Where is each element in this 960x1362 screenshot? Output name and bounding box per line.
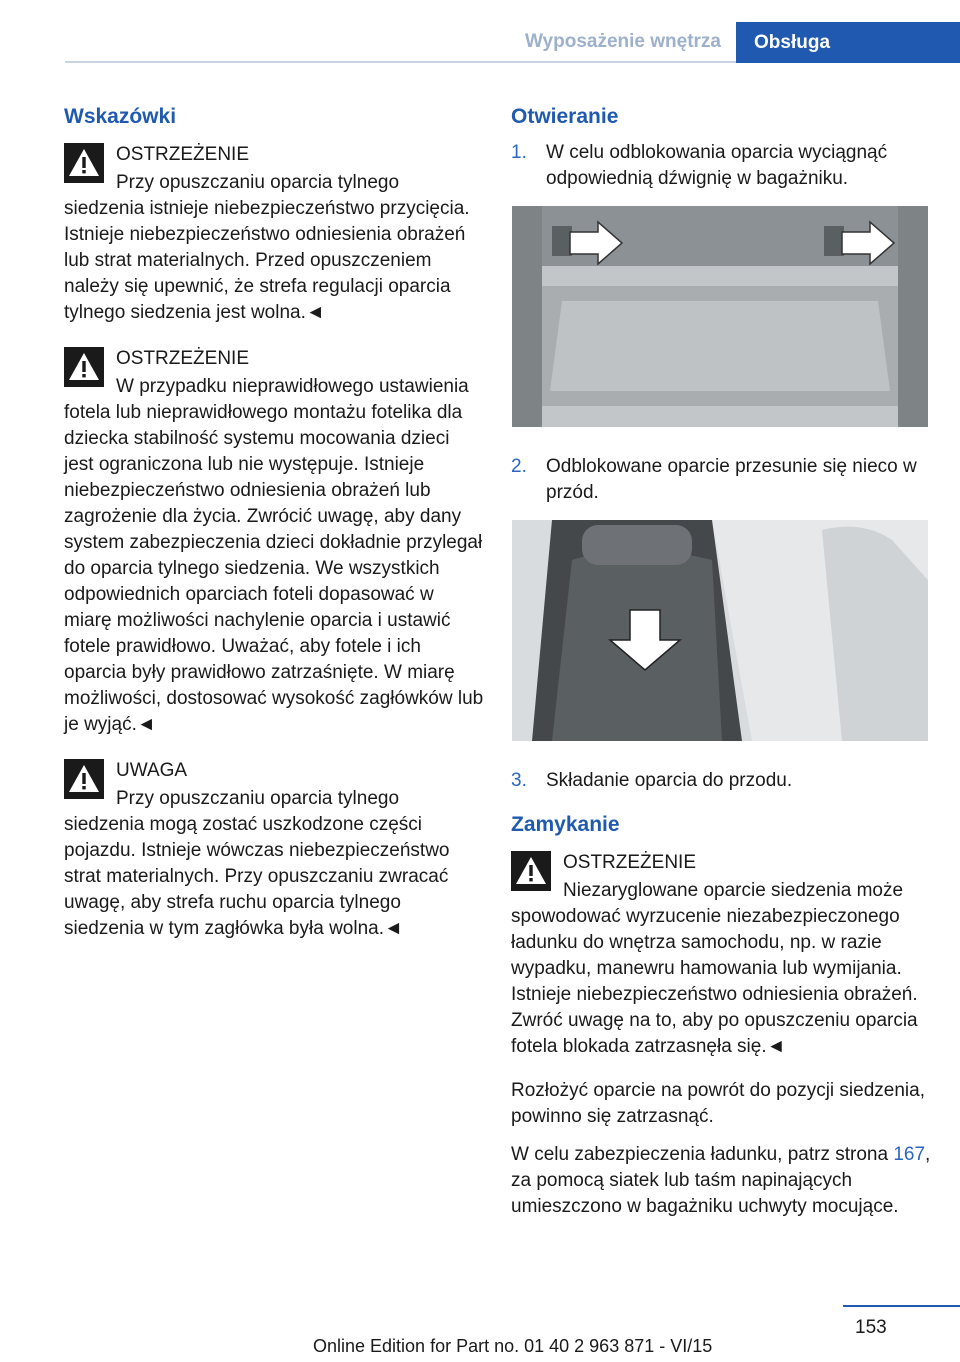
paragraph-text: , za pomocą siatek lub taśm napinających umieszczono w bagażniku uchwyty mocujące. xyxy=(511,1144,931,1217)
warning-text: W przypadku nieprawidłowego ustawienia fotela lub nieprawidłowego montażu fotelika dla dziecka stabilność systemu mocowania dzieci jest ograniczona lub nie występuje. Istnieje niebezpieczeństwo odniesienia obrażeń lub zagrożenie dla życia. Zwrócić uwagę, aby dany system zabezpieczenia dzieci dokładnie przylegał do oparcia tylnego siedzenia. We wszystkich odpowiednich oparciach foteli dopasować w miarę możliwości nachylenie oparcia i ustawić fotele prawidłowo. Uważać, aby fotele i ich oparcia były prawidłowo zatrzaśnięte. W miarę możliwości, dostosować wysokość zagłówków lub je wyjąć.◄ xyxy=(64,376,484,735)
rear-seat-photo xyxy=(512,520,928,741)
warning-triangle-icon xyxy=(64,143,104,183)
warning-title: OSTRZEŻENIE xyxy=(116,144,250,165)
caution-title: UWAGA xyxy=(116,760,188,781)
step-item xyxy=(511,454,931,506)
paragraph: Rozłożyć oparcie na powrót do pozycji siedzenia, powinno się zatrzasnąć. xyxy=(511,1080,925,1127)
warning-triangle-icon xyxy=(511,851,551,891)
caution-block xyxy=(64,756,484,942)
trunk-interior-photo xyxy=(512,206,928,427)
warning-text: Przy opuszczaniu oparcia tylnego siedzenia istnieje niebezpieczeństwo przycięcia. Istnieje niebezpieczeństwo odniesienia obrażeń lub strat materialnych. Przed opuszczeniem należy się upewnić, że strefa regulacji oparcia tylnego siedzenia jest wolna.◄ xyxy=(64,172,470,323)
step-item xyxy=(511,140,931,192)
warning-title: OSTRZEŻENIE xyxy=(563,852,697,873)
step-number: 2. xyxy=(511,456,527,477)
warning-block xyxy=(64,344,484,738)
step-number: 3. xyxy=(511,770,527,791)
warning-block xyxy=(511,848,931,1060)
warning-title: OSTRZEŻENIE xyxy=(116,348,250,369)
paragraph-with-link xyxy=(511,1142,931,1220)
step-item xyxy=(511,768,931,794)
right-column xyxy=(511,100,931,1232)
page-number: 153 xyxy=(855,1317,887,1338)
warning-triangle-icon xyxy=(64,759,104,799)
step-text: Składanie oparcia do przodu. xyxy=(546,770,793,791)
step-text: Odblokowane oparcie przesunie się nieco w przód. xyxy=(546,456,917,503)
page-reference-link[interactable]: 167 xyxy=(893,1144,926,1165)
paragraph-text: W celu zabezpieczenia ładunku, patrz strona xyxy=(511,1144,894,1165)
warning-triangle-icon xyxy=(64,347,104,387)
footer-rule xyxy=(843,1305,960,1307)
left-column xyxy=(64,100,484,960)
step-text: W celu odblokowania oparcia wyciągnąć odpowiednią dźwignię w bagażniku. xyxy=(546,142,888,189)
header-active-tab[interactable]: Obsługa xyxy=(736,22,960,63)
step-number: 1. xyxy=(511,142,527,163)
caution-text: Przy opuszczaniu oparcia tylnego siedzenia mogą zostać uszkodzone części pojazdu. Istnieje wówczas niebezpieczeństwo strat materialnych. Przy opuszczaniu zwracać uwagę, aby strefa ruchu oparcia tylnego siedzenia w tym zagłówka była wolna.◄ xyxy=(64,788,450,939)
section-heading-tips: Wskazówki xyxy=(64,105,177,128)
section-heading-closing: Zamykanie xyxy=(511,813,620,836)
header-section-tab[interactable]: Wyposażenie wnętrza xyxy=(524,31,721,52)
warning-text: Niezaryglowane oparcie siedzenia może spowodować wyrzucenie niezabezpieczonego ładunku do wnętrza samochodu, np. w razie wypadku, manewru hamowania lub wymijania. Istnieje niebezpieczeństwo odniesienia obrażeń. Zwróć uwagę na to, aby po opuszczeniu oparcia fotela blokada zatrzasnęła się.◄ xyxy=(511,880,918,1057)
warning-block xyxy=(64,140,484,326)
section-heading-opening: Otwieranie xyxy=(511,105,619,128)
edition-note: Online Edition for Part no. 01 40 2 963 871 - VI/15 xyxy=(313,1336,713,1356)
